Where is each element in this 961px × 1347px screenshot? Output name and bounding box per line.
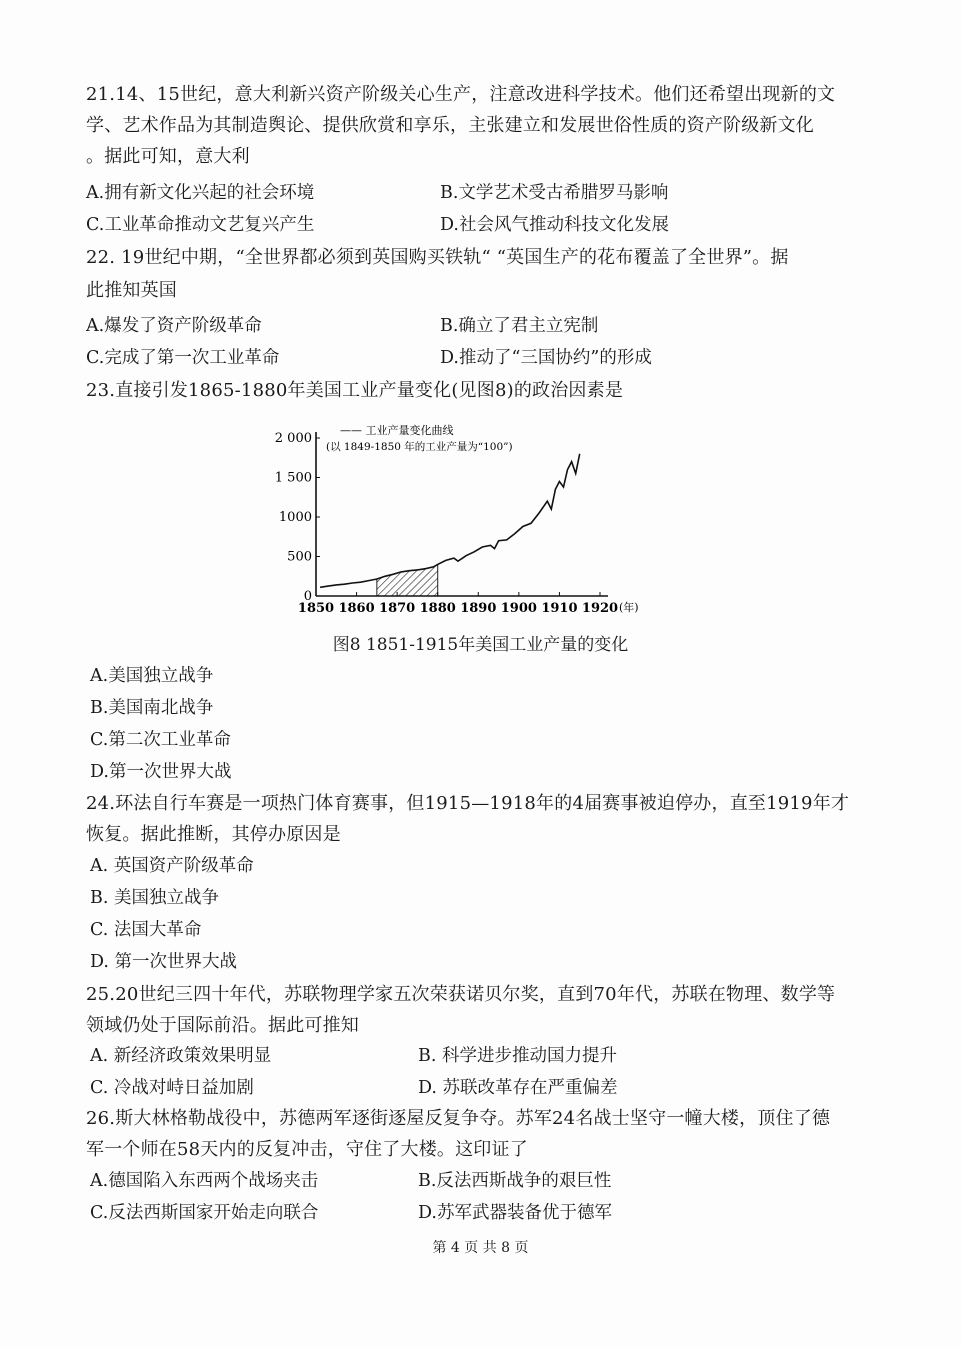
q22-option-d: D.推动了“三国协约”的形成 <box>440 348 652 368</box>
q21-option-d: D.社会风气推动科技文化发展 <box>440 215 669 235</box>
q24-option-d: D. 第一次世界大战 <box>90 952 238 972</box>
x-tick-label: 1850 <box>297 601 335 616</box>
x-tick-label: 1910 <box>541 601 578 616</box>
q26-stem-line2: 军一个师在58天内的反复冲击，守住了大楼。这印证了 <box>86 1139 528 1160</box>
x-tick-label: 1900 <box>500 601 537 616</box>
q26-option-d: D.苏军武器装备优于德军 <box>418 1203 612 1223</box>
q25-option-d: D. 苏联改革存在严重偏差 <box>418 1078 618 1098</box>
figure8-caption: 图8 1851-1915年美国工业产量的变化 <box>332 635 629 655</box>
q21-option-b: B.文学艺术受古希腊罗马影响 <box>440 183 669 203</box>
q21-stem-line1: 21.14、15世纪，意大利新兴资产阶级关心生产，注意改进科学技术。他们还希望出现新的文 <box>86 84 836 105</box>
q24-option-b: B. 美国独立战争 <box>90 888 219 908</box>
q23-option-b: B.美国南北战争 <box>90 698 214 718</box>
x-tick-label: 1920 <box>581 601 619 616</box>
q23-stem: 23.直接引发1865-1880年美国工业产量变化(见图8)的政治因素是 <box>86 380 624 401</box>
q22-stem-line2: 此推知英国 <box>86 280 177 301</box>
q21-stem-line2: 学、艺术作品为其制造舆论、提供欣赏和享乐，主张建立和发展世俗性质的资产阶级新文化 <box>86 115 814 136</box>
y-tick-label: 1000 <box>278 510 312 525</box>
q25-option-a: A. 新经济政策效果明显 <box>90 1046 272 1066</box>
chart-legend: —— 工业产量变化曲线 <box>340 424 454 437</box>
q22-option-c: C.完成了第一次工业革命 <box>86 348 280 368</box>
q26-option-b: B.反法西斯战争的艰巨性 <box>418 1171 612 1191</box>
y-tick-label: 0 <box>303 589 312 604</box>
q25-option-b: B. 科学进步推动国力提升 <box>418 1046 617 1066</box>
q21-stem-line3: 。据此可知，意大利 <box>86 146 250 167</box>
q26-option-c: C.反法西斯国家开始走向联合 <box>90 1203 319 1223</box>
y-tick-label: 2 000 <box>274 431 312 446</box>
x-tick-label: 1860 <box>338 601 375 616</box>
x-tick-label: 1890 <box>460 601 497 616</box>
y-tick-label: 1 500 <box>274 470 312 486</box>
chart-x-axis-label: (年) <box>619 601 639 614</box>
x-tick-label: 1880 <box>419 601 456 616</box>
q23-option-c: C.第二次工业革命 <box>90 730 231 750</box>
q26-option-a: A.德国陷入东西两个战场夹击 <box>90 1171 319 1191</box>
q23-option-a: A.美国独立战争 <box>90 666 214 686</box>
q22-option-a: A.爆发了资产阶级革命 <box>86 316 262 336</box>
q22-stem-line1: 22. 19世纪中期，“全世界都必须到英国购买铁轨“ “英国生产的花布覆盖了全世界”。据 <box>86 247 789 268</box>
q24-stem-line1: 24.环法自行车赛是一项热门体育赛事，但1915—1918年的4届赛事被迫停办，直至1919年才 <box>86 793 850 814</box>
x-tick-label: 1870 <box>379 601 416 616</box>
chart-legend-note: (以 1849-1850 年的工业产量为“100”) <box>326 441 513 453</box>
q22-option-b: B.确立了君主立宪制 <box>440 316 599 336</box>
shaded-period-1865-1880 <box>377 564 438 596</box>
q24-stem-line2: 恢复。据此推断，其停办原因是 <box>86 824 341 845</box>
page-number-footer: 第 4 页 共 8 页 <box>432 1240 529 1256</box>
q25-option-c: C. 冷战对峙日益加剧 <box>90 1078 254 1098</box>
industrial-output-line <box>320 454 580 588</box>
q24-option-a: A. 英国资产阶级革命 <box>90 856 254 876</box>
figure8-industrial-output-chart <box>270 420 650 620</box>
q26-stem-line1: 26.斯大林格勒战役中，苏德两军逐街逐屋反复争夺。苏军24名战士坚守一幢大楼，顶住了德 <box>86 1108 831 1129</box>
q21-option-a: A.拥有新文化兴起的社会环境 <box>86 183 315 203</box>
q25-stem-line2: 领域仍处于国际前沿。据此可推知 <box>86 1015 359 1036</box>
q23-option-d: D.第一次世界大战 <box>90 762 232 782</box>
q24-option-c: C. 法国大革命 <box>90 920 202 940</box>
y-tick-label: 500 <box>287 549 312 565</box>
q21-option-c: C.工业革命推动文艺复兴产生 <box>86 215 315 235</box>
q25-stem-line1: 25.20世纪三四十年代，苏联物理学家五次荣获诺贝尔奖，直到70年代，苏联在物理、数学等 <box>86 984 836 1005</box>
